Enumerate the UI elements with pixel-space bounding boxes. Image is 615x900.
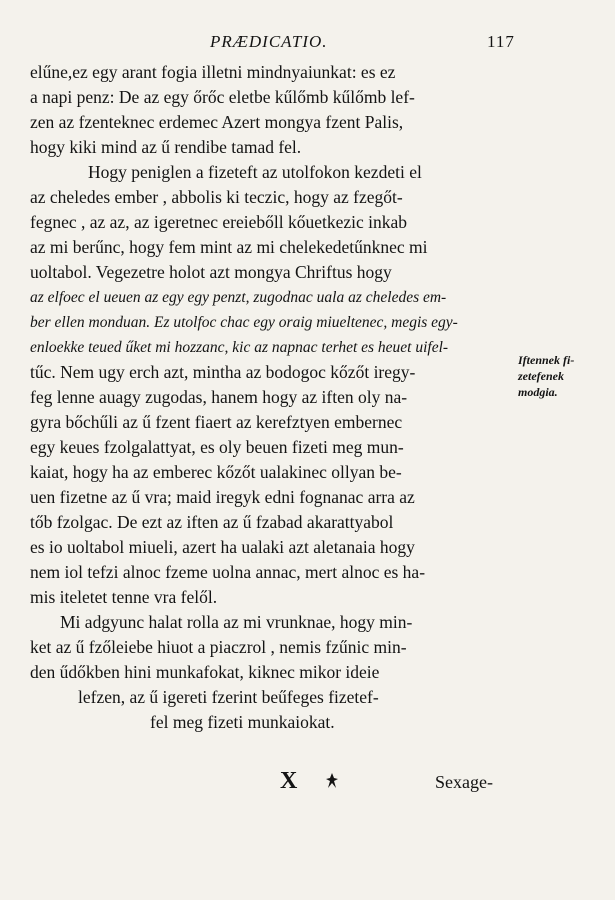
text-line: fegnec , az az, az igeretnec ereiebőll kőuetkezic inkab xyxy=(30,212,407,232)
text-line: az cheledes ember , abbolis ki teczic, hogy az fzegőt- xyxy=(30,187,403,207)
text-line: az mi berűnc, hogy fem mint az mi chelekedetűnknec mi xyxy=(30,237,428,257)
text-line: ket az ű fzőleiebe hiuot a piaczrol , nemis fzűnic min- xyxy=(30,637,407,657)
body-text xyxy=(30,60,520,735)
margin-note-line: Iftennek fi- xyxy=(518,353,575,367)
text-line: fel meg fizeti munkaiokat. xyxy=(150,712,335,732)
text-line: gyra bőchűli az ű fzent fiaert az kerefztyen embernec xyxy=(30,412,403,432)
text-line: a napi penz: De az egy őrőc eletbe kűlőmb kűlőmb lef- xyxy=(30,87,415,107)
text-line: Hogy peniglen a fizeteft az utolfokon kezdeti el xyxy=(88,162,422,182)
text-line: uoltabol. Vegezetre holot azt mongya Chriftus hogy xyxy=(30,262,392,282)
text-line: hogy kiki mind az ű rendibe tamad fel. xyxy=(30,137,302,157)
text-line: Mi adgyunc halat rolla az mi vrunknae, hogy min- xyxy=(60,612,413,632)
text-line: mis iteletet tenne vra felől. xyxy=(30,587,218,607)
text-line: tűc. Nem ugy erch azt, mintha az bodogoc kőzőt iregy- xyxy=(30,362,416,382)
text-line: tőb fzolgac. De ezt az iften az ű fzabad akarattyabol xyxy=(30,512,394,532)
text-line: feg lenne auagy zugodas, hanem hogy az iften oly na- xyxy=(30,387,408,407)
text-line: uen fizetne az ű vra; maid iregyk edni fognanac arra az xyxy=(30,487,415,507)
text-line: enloekke teued űket mi hozzanc, kic az napnac terhet es heuet uifel- xyxy=(30,339,449,356)
signature-mark: X xyxy=(280,768,298,794)
folio-number: 117 xyxy=(487,32,515,51)
text-line: es io uoltabol miueli, azert ha ualaki azt aletanaia hogy xyxy=(30,537,415,557)
margin-note-line: zetefenek xyxy=(518,369,564,383)
running-title: PRÆDICATIO. xyxy=(210,32,328,51)
text-line: kaiat, hogy ha az emberec kőzőt ualakinec ollyan be- xyxy=(30,462,402,482)
catchword: Sexage- xyxy=(435,772,493,792)
text-line: lefzen, az ű igereti fzerint beűfeges fizetef- xyxy=(78,687,379,707)
text-line: egy keues fzolgalattyat, es oly beuen fizeti meg mun- xyxy=(30,437,404,457)
text-line: elűne,ez egy arant fogia illetni mindnyaiunkat: es ez xyxy=(30,62,396,82)
text-line: den űdőkben hini munkafokat, kiknec mikor ideie xyxy=(30,662,380,682)
margin-note xyxy=(518,352,608,400)
text-line: nem iol tefzi alnoc fzeme uolna annac, mert alnoc es ha- xyxy=(30,562,426,582)
text-line: zen az fzenteknec erdemec Azert mongya fzent Palis, xyxy=(30,112,404,132)
margin-note-line: modgia. xyxy=(518,385,558,399)
text-line: ber ellen monduan. Ez utolfoc chac egy oraig miueltenec, megis egy- xyxy=(30,314,458,331)
text-line: az elfoec el ueuen az egy egy penzt, zugodnac uala az cheledes em- xyxy=(30,289,447,306)
ornament-icon xyxy=(325,772,339,790)
